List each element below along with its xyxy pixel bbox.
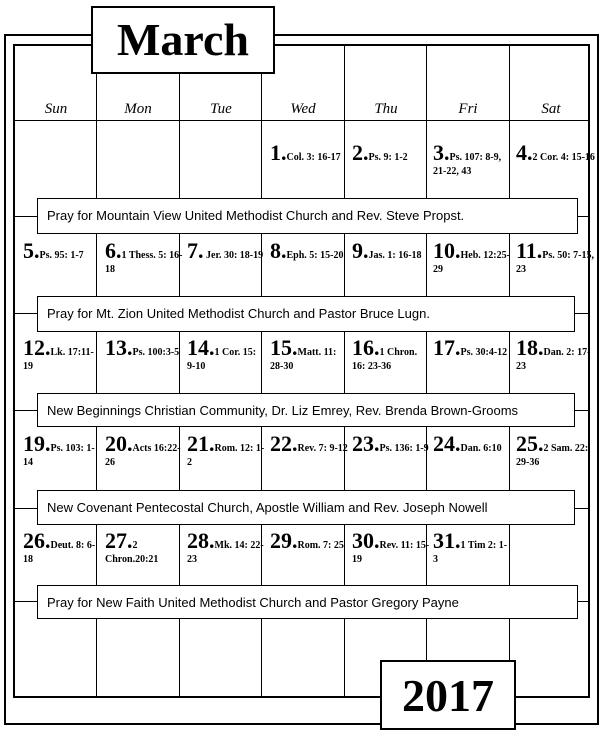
day-cell — [105, 431, 184, 470]
scripture-reference: Ps. 107: 8-9, 21-22, 43 — [433, 152, 502, 177]
day-number: 8. — [270, 238, 287, 263]
day-cell — [352, 238, 431, 263]
day-cell — [516, 431, 595, 470]
scripture-reference: Ps. 30:4-12 — [460, 347, 508, 358]
day-number: 25. — [516, 431, 544, 456]
day-cell — [105, 528, 184, 567]
weekday-sun: Sun — [44, 101, 68, 117]
day-number: 29. — [270, 528, 298, 553]
day-number: 21. — [187, 431, 215, 456]
scripture-reference: 2 Sam. 22: 29-36 — [516, 443, 589, 468]
day-number: 5. — [23, 238, 40, 263]
weekday-tue: Tue — [210, 101, 232, 117]
scripture-reference: 1 Thess. 5: 16-18 — [105, 250, 183, 275]
day-cell — [23, 431, 102, 470]
day-cell — [187, 335, 266, 374]
weekday-sat: Sat — [541, 101, 561, 117]
weekday-mon: Mon — [124, 101, 152, 117]
prayer-banner: New Beginnings Christian Community, Dr. Liz Emrey, Rev. Brenda Brown-Grooms — [37, 393, 575, 427]
day-number: 12. — [23, 335, 51, 360]
day-cell — [105, 335, 184, 360]
scripture-reference: 1 Cor. 15: 9-10 — [187, 347, 257, 372]
day-cell — [433, 238, 512, 277]
scripture-reference: Dan. 2: 17-23 — [516, 347, 591, 372]
day-number: 4. — [516, 140, 533, 165]
scripture-reference: Rev. 11: 15-19 — [352, 540, 430, 565]
year-title: 2017 — [380, 660, 516, 730]
scripture-reference: Eph. 5: 15-20 — [286, 250, 344, 261]
day-cell — [433, 528, 512, 567]
day-cell — [270, 335, 349, 374]
day-cell — [187, 238, 266, 263]
scripture-reference: Col. 3: 16-17 — [286, 152, 341, 163]
scripture-reference: Rev. 7: 9-12 — [297, 443, 348, 454]
scripture-reference: Ps. 103: 1-14 — [23, 443, 95, 468]
prayer-banner: Pray for Mt. Zion United Methodist Church and Pastor Bruce Lugn. — [37, 296, 575, 332]
day-number: 15. — [270, 335, 298, 360]
scripture-reference: Lk. 17:11-19 — [23, 347, 94, 372]
day-cell — [352, 431, 431, 456]
day-number: 13. — [105, 335, 133, 360]
day-number: 20. — [105, 431, 133, 456]
month-title: March — [91, 6, 275, 74]
day-number: 10. — [433, 238, 461, 263]
day-number: 26. — [23, 528, 51, 553]
scripture-reference: Deut. 8: 6-18 — [23, 540, 96, 565]
day-number: 22. — [270, 431, 298, 456]
day-cell — [23, 528, 102, 567]
scripture-reference: Mk. 14: 22-23 — [187, 540, 264, 565]
scripture-reference: Ps. 100:3-5 — [132, 347, 180, 358]
day-number: 18. — [516, 335, 544, 360]
grid-divider — [13, 120, 590, 121]
scripture-reference: Rom. 12: 1-2 — [187, 443, 265, 468]
weekday-wed: Wed — [290, 101, 316, 117]
scripture-reference: Dan. 6:10 — [460, 443, 502, 454]
prayer-banner: New Covenant Pentecostal Church, Apostle William and Rev. Joseph Nowell — [37, 490, 575, 525]
prayer-banner: Pray for Mountain View United Methodist Church and Rev. Steve Propst. — [37, 198, 578, 234]
scripture-reference: Ps. 50: 7-15, 23 — [516, 250, 594, 275]
scripture-reference: 2 Chron.20:21 — [105, 540, 159, 565]
weekday-thu: Thu — [374, 101, 398, 117]
day-cell — [516, 140, 595, 165]
day-number: 24. — [433, 431, 461, 456]
day-number: 28. — [187, 528, 215, 553]
day-number: 14. — [187, 335, 215, 360]
day-cell — [187, 528, 266, 567]
day-cell — [433, 431, 512, 456]
day-number: 19. — [23, 431, 51, 456]
day-cell — [187, 431, 266, 470]
day-cell — [352, 528, 431, 567]
day-number: 16. — [352, 335, 380, 360]
day-number: 2. — [352, 140, 369, 165]
day-number: 31. — [433, 528, 461, 553]
day-cell — [270, 528, 349, 553]
day-number: 6. — [105, 238, 122, 263]
day-cell — [23, 335, 102, 374]
day-cell — [433, 140, 512, 179]
day-number: 30. — [352, 528, 380, 553]
day-cell — [23, 238, 102, 263]
scripture-reference: Acts 16:22-26 — [105, 443, 181, 468]
scripture-reference: Matt. 11: 28-30 — [270, 347, 337, 372]
day-number: 17. — [433, 335, 461, 360]
day-cell — [270, 140, 349, 165]
scripture-reference: Ps. 95: 1-7 — [39, 250, 84, 261]
day-cell — [105, 238, 184, 277]
scripture-reference: Ps. 9: 1-2 — [368, 152, 408, 163]
day-number: 11. — [516, 238, 543, 263]
day-number: 3. — [433, 140, 450, 165]
day-number: 1. — [270, 140, 287, 165]
day-cell — [270, 431, 349, 456]
day-number: 7. — [187, 238, 204, 263]
scripture-reference: 2 Cor. 4: 15-16 — [532, 152, 595, 163]
scripture-reference: 1 Tim 2: 1-3 — [433, 540, 508, 565]
day-cell — [433, 335, 512, 360]
scripture-reference: Heb. 12:25-29 — [433, 250, 510, 275]
scripture-reference: Jas. 1: 16-18 — [368, 250, 422, 261]
day-cell — [270, 238, 349, 263]
scripture-reference: Jer. 30: 18-19 — [203, 250, 264, 261]
day-number: 23. — [352, 431, 380, 456]
day-number: 27. — [105, 528, 133, 553]
scripture-reference: Ps. 136: 1-9 — [379, 443, 429, 454]
scripture-reference: 1 Chron. 16: 23-36 — [352, 347, 418, 372]
scripture-reference: Rom. 7: 25 — [297, 540, 344, 551]
day-cell — [516, 238, 595, 277]
day-cell — [352, 140, 431, 165]
prayer-banner: Pray for New Faith United Methodist Church and Pastor Gregory Payne — [37, 585, 578, 619]
day-cell — [352, 335, 431, 374]
day-cell — [516, 335, 595, 374]
weekday-fri: Fri — [458, 101, 478, 117]
day-number: 9. — [352, 238, 369, 263]
